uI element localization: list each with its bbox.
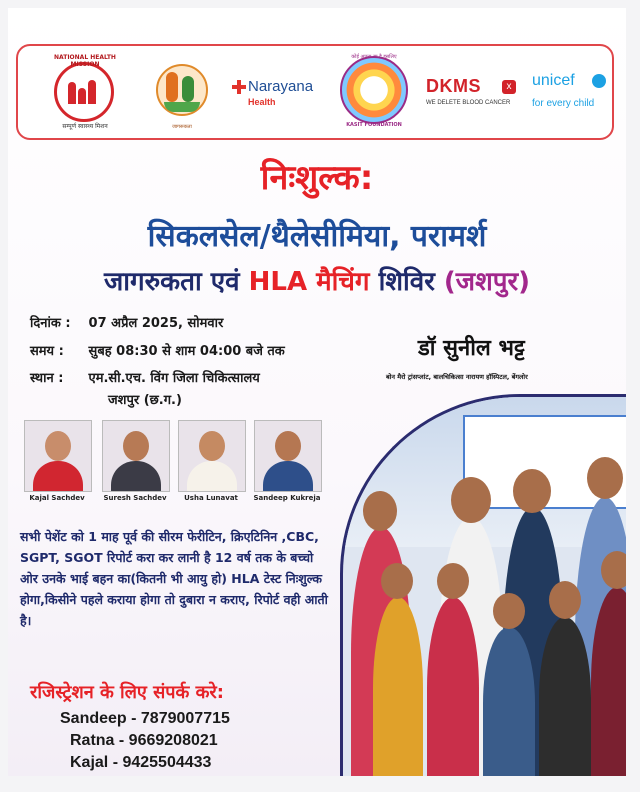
date-row xyxy=(30,313,223,331)
unicef-name: unicef xyxy=(532,72,575,89)
faculty-photo xyxy=(102,420,170,492)
person-icon xyxy=(275,431,301,461)
camp-poster xyxy=(8,8,626,776)
place-value: एम.सी.एच. विंग जिला चिकित्सालय xyxy=(88,371,260,386)
dkms-mark-icon: x xyxy=(502,80,516,94)
person-head xyxy=(437,563,469,599)
faculty-photo xyxy=(254,420,322,492)
contact-sandeep: Sandeep - 7879007715 xyxy=(60,710,230,727)
dkms-logo xyxy=(424,54,526,130)
person-head xyxy=(493,593,525,629)
figure-icon xyxy=(182,76,194,102)
title-camp: शिविर xyxy=(369,267,444,297)
faculty-photo xyxy=(178,420,246,492)
family-icon xyxy=(68,78,104,104)
faculty-name: Sandeep Kukreja xyxy=(253,494,321,502)
person-body xyxy=(33,461,83,492)
person-child xyxy=(483,627,535,776)
person-head xyxy=(587,457,623,499)
kasit-foundation-logo xyxy=(336,54,412,130)
person-head xyxy=(601,551,626,589)
dkms-name: DKMS xyxy=(426,76,481,96)
kasit-motto: कोई अपना सा है इसलिए xyxy=(351,54,397,60)
leaf-icon xyxy=(164,102,200,112)
registration-title: रजिस्ट्रेशन के लिए संपर्क करे: xyxy=(30,682,224,703)
group-photo xyxy=(340,394,626,776)
doctor-name: डॉ सुनील भट्ट xyxy=(418,336,525,361)
person-body xyxy=(263,461,313,492)
dkms-tagline: WE DELETE BLOOD CANCER xyxy=(426,100,511,106)
date-value: 07 अप्रैल 2025, सोमवार xyxy=(88,316,224,331)
faculty-name: Kajal Sachdev xyxy=(29,494,85,502)
nhm-tagline: सम्पूर्ण स्वास्थ्य मिशन xyxy=(62,123,108,130)
sickle-tagline: जागरूकता xyxy=(172,124,192,130)
time-label: समय : xyxy=(30,344,64,359)
kasit-name: KASIT FOUNDATION xyxy=(346,122,402,128)
person-head xyxy=(363,491,397,531)
time-value: सुबह 08:30 से शाम 04:00 बजे तक xyxy=(88,344,285,359)
person-child xyxy=(373,597,423,776)
globe-icon xyxy=(592,74,606,88)
title-hla-matching: HLA मैचिंग xyxy=(248,267,370,297)
person-icon xyxy=(199,431,225,461)
person-icon xyxy=(123,431,149,461)
unicef-tagline: for every child xyxy=(532,98,595,109)
nhm-logo xyxy=(46,54,124,130)
camp-title-line-2 xyxy=(8,262,626,298)
person-child xyxy=(539,617,591,776)
narayana-health-logo xyxy=(228,54,324,130)
doctor-title: बोन मैरो ट्रांसप्लांट, बालचिकित्सा नारायण हॉस्पिटल, बेंगलोर xyxy=(386,373,528,381)
narayana-name: Narayana xyxy=(248,78,314,95)
place-label: स्थान : xyxy=(30,371,64,386)
person-head xyxy=(513,469,551,513)
person-body xyxy=(111,461,161,492)
person-body xyxy=(187,461,237,492)
person-child xyxy=(427,597,479,776)
camp-title-line-1: सिकलसेल/थैलेसीमिया, परामर्श xyxy=(147,219,487,254)
sickle-cell-logo xyxy=(148,54,216,130)
title-city: (जशपुर) xyxy=(443,267,531,297)
figure-icon xyxy=(166,72,178,102)
person-head xyxy=(451,477,491,523)
person-icon xyxy=(45,431,71,461)
place-row xyxy=(30,368,260,386)
contact-kajal: Kajal - 9425504433 xyxy=(70,754,212,771)
faculty-photo xyxy=(24,420,92,492)
contact-ratna: Ratna - 9669208021 xyxy=(70,732,218,749)
title-awareness: जागरुकता एवं xyxy=(103,267,249,297)
free-heading: निःशुल्क: xyxy=(260,158,374,198)
patient-notice: सभी पेशेंट को 1 माह पूर्व की सीरम फेरीटिन, क्रिएटिनिन ,CBC, SGPT, SGOT रिपोर्ट करा कर लानी है 12 वर्ष तक के बच्चो ओर उनके भाई बहन का(कितनी भी आयु हो) HLA टेस्ट निःशुल्क होगा,किसीने पहले कराया होगा तो दुबारा न कराए, रिपोर्ट वही आती है। xyxy=(20,529,328,628)
nhm-name: NATIONAL HEALTH MISSION xyxy=(54,54,116,68)
faculty-name: Usha Lunavat xyxy=(184,494,238,502)
narayana-sub: Health xyxy=(248,97,276,107)
medical-cross-icon xyxy=(232,80,246,94)
hands-circle-icon xyxy=(340,56,408,124)
time-row xyxy=(30,341,285,359)
person-head xyxy=(549,581,581,619)
date-label: दिनांक : xyxy=(30,316,71,331)
unicef-logo xyxy=(532,54,610,130)
partner-logo-bar xyxy=(16,44,614,140)
faculty-name: Suresh Sachdev xyxy=(103,494,167,502)
person-head xyxy=(381,563,413,599)
place-city: जशपुर (छ.ग.) xyxy=(108,393,182,408)
